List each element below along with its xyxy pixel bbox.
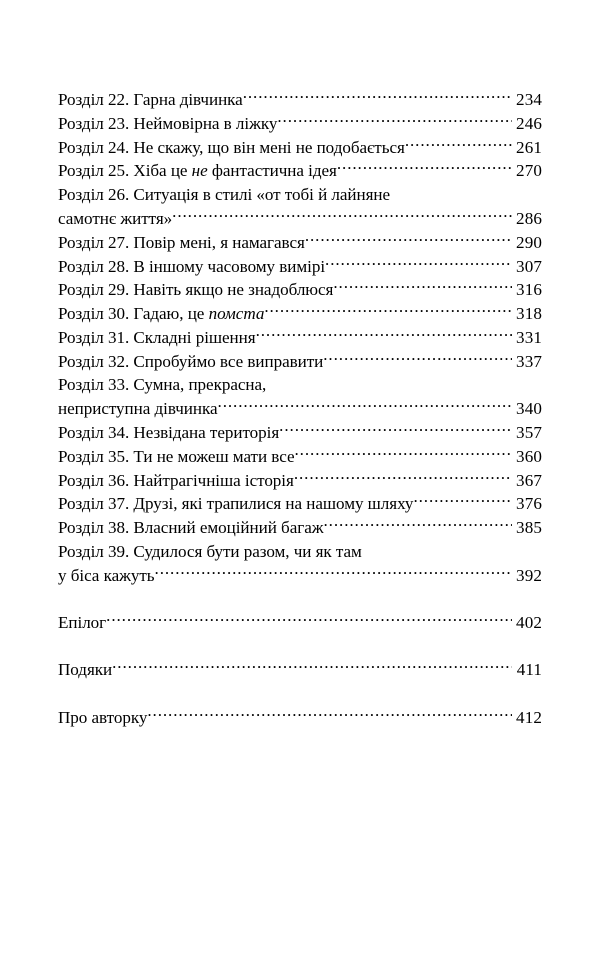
toc-entry-line[interactable] xyxy=(58,445,542,469)
toc-page-number[interactable]: 376 xyxy=(516,494,542,514)
toc-entry-title: Розділ 26. Ситуація в стилі «от тобі й лайняне xyxy=(58,185,391,205)
toc-page-number[interactable]: 411 xyxy=(516,660,542,680)
toc-entry-title: Розділ 36. Найтрагічніша історія xyxy=(58,470,294,490)
toc-entry-title: Розділ 22. Гарна дівчинка xyxy=(58,90,243,110)
toc-chapter-list xyxy=(58,88,542,587)
dot-leader xyxy=(264,302,512,319)
toc-page-number[interactable]: 234 xyxy=(516,90,542,110)
toc-entry-line[interactable] xyxy=(58,610,542,634)
dot-leader xyxy=(256,326,512,343)
toc-entry-title: Розділ 35. Ти не можеш мати все xyxy=(58,446,295,466)
toc-entry-line[interactable] xyxy=(58,397,542,421)
toc-chapter-entry[interactable] xyxy=(58,540,542,588)
toc-entry-line[interactable] xyxy=(58,207,542,231)
toc-page-number[interactable]: 270 xyxy=(516,161,542,181)
toc-page-number[interactable]: 290 xyxy=(516,232,542,252)
toc-page-number[interactable]: 340 xyxy=(516,399,542,419)
toc-entry-line[interactable] xyxy=(58,350,542,374)
toc-entry-title-emphasis: помста xyxy=(208,304,265,324)
toc-entry-title: Розділ 29. Навіть якщо не знадоблюся xyxy=(58,280,334,300)
toc-page-number[interactable]: 286 xyxy=(516,208,542,228)
dot-leader xyxy=(277,112,512,129)
dot-leader xyxy=(218,397,512,414)
toc-entry-title: Розділ 24. Не скажу, що він мені не подобається xyxy=(58,137,405,157)
dot-leader xyxy=(323,350,512,367)
dot-leader xyxy=(405,136,512,153)
toc-chapter-entry[interactable] xyxy=(58,278,542,302)
toc-entry-line[interactable] xyxy=(58,326,542,350)
dot-leader xyxy=(155,564,512,581)
toc-page-number[interactable]: 261 xyxy=(516,137,542,157)
toc-chapter-entry[interactable] xyxy=(58,373,542,421)
toc-entry-line[interactable] xyxy=(58,516,542,540)
toc-entry-title: Про авторку xyxy=(58,708,148,728)
toc-page-number[interactable]: 307 xyxy=(516,256,542,276)
toc-backmatter-list xyxy=(58,610,542,729)
toc-backmatter-entry[interactable] xyxy=(58,610,542,634)
toc-page-number[interactable]: 402 xyxy=(516,612,542,632)
toc-page-number[interactable]: 385 xyxy=(516,518,542,538)
toc-entry-title: Розділ 23. Неймовірна в ліжку xyxy=(58,113,278,133)
toc-entry-line[interactable] xyxy=(58,159,542,183)
toc-chapter-entry[interactable] xyxy=(58,136,542,160)
dot-leader xyxy=(112,658,512,675)
toc-entry-title: у біса кажуть xyxy=(58,565,155,585)
toc-page-number[interactable]: 392 xyxy=(516,565,542,585)
toc-entry-line[interactable] xyxy=(58,492,542,516)
toc-chapter-entry[interactable] xyxy=(58,302,542,326)
toc-chapter-entry[interactable] xyxy=(58,254,542,278)
toc-chapter-entry[interactable] xyxy=(58,326,542,350)
toc-page-number[interactable]: 316 xyxy=(516,280,542,300)
toc-chapter-entry[interactable] xyxy=(58,492,542,516)
toc-entry-line[interactable] xyxy=(58,136,542,160)
toc-chapter-entry[interactable] xyxy=(58,469,542,493)
dot-leader xyxy=(279,421,512,438)
toc-entry-line[interactable] xyxy=(58,373,542,397)
toc-entry-title: Розділ 28. В іншому часовому вимірі xyxy=(58,256,326,276)
dot-leader xyxy=(243,88,512,105)
toc-chapter-entry[interactable] xyxy=(58,350,542,374)
toc-entry-title: Розділ 31. Складні рішення xyxy=(58,327,256,347)
toc-page-number[interactable]: 412 xyxy=(516,708,542,728)
dot-leader xyxy=(325,254,512,271)
toc-entry-title: Розділ 27. Повір мені, я намагався xyxy=(58,232,305,252)
toc-chapter-entry[interactable] xyxy=(58,516,542,540)
toc-entry-line[interactable] xyxy=(58,658,542,682)
toc-entry-line[interactable] xyxy=(58,540,542,564)
toc-page-number[interactable]: 331 xyxy=(516,327,542,347)
toc-page-number[interactable]: 246 xyxy=(516,113,542,133)
toc-entry-line[interactable] xyxy=(58,88,542,112)
toc-page-number[interactable]: 337 xyxy=(516,351,542,371)
toc-entry-title-emphasis: не xyxy=(191,161,208,181)
toc-entry-line[interactable] xyxy=(58,112,542,136)
toc-chapter-entry[interactable] xyxy=(58,445,542,469)
toc-entry-title: Розділ 33. Сумна, прекрасна, xyxy=(58,375,267,395)
toc-chapter-entry[interactable] xyxy=(58,88,542,112)
toc-entry-title: Подяки xyxy=(58,660,113,680)
toc-entry-title: Розділ 34. Незвідана територія xyxy=(58,423,280,443)
toc-backmatter-entry[interactable] xyxy=(58,706,542,730)
toc-entry-title: Розділ 38. Власний емоційний багаж xyxy=(58,518,324,538)
toc-chapter-entry[interactable] xyxy=(58,421,542,445)
toc-chapter-entry[interactable] xyxy=(58,231,542,255)
toc-chapter-entry[interactable] xyxy=(58,159,542,183)
toc-entry-title: Розділ 25. Хіба це не фантастична ідея xyxy=(58,161,337,181)
toc-chapter-entry[interactable] xyxy=(58,112,542,136)
toc-entry-line[interactable] xyxy=(58,231,542,255)
toc-entry-title: неприступна дівчинка xyxy=(58,399,218,419)
dot-leader xyxy=(305,231,512,248)
toc-backmatter-entry[interactable] xyxy=(58,658,542,682)
toc-entry-line[interactable] xyxy=(58,278,542,302)
toc-entry-line[interactable] xyxy=(58,421,542,445)
toc-entry-title: Епілог xyxy=(58,612,107,632)
dot-leader xyxy=(333,278,512,295)
dot-leader xyxy=(106,610,512,627)
dot-leader xyxy=(147,706,512,723)
toc-page-number[interactable]: 357 xyxy=(516,423,542,443)
dot-leader xyxy=(295,445,513,462)
toc-entry-line[interactable] xyxy=(58,183,542,207)
toc-page-number[interactable]: 360 xyxy=(516,446,542,466)
toc-entry-line[interactable] xyxy=(58,469,542,493)
toc-entry-line[interactable] xyxy=(58,254,542,278)
toc-entry-title: Розділ 32. Спробуймо все виправити xyxy=(58,351,324,371)
dot-leader xyxy=(324,516,513,533)
toc-entry-title: Розділ 30. Гадаю, це помста xyxy=(58,304,265,324)
table-of-contents xyxy=(58,88,542,730)
dot-leader xyxy=(172,207,512,224)
dot-leader xyxy=(337,159,512,176)
dot-leader xyxy=(413,492,512,509)
toc-entry-title: Розділ 39. Судилося бути разом, чи як там xyxy=(58,541,362,561)
toc-page-number[interactable]: 318 xyxy=(516,304,542,324)
toc-page-number[interactable]: 367 xyxy=(516,470,542,490)
toc-entry-line[interactable] xyxy=(58,302,542,326)
toc-entry-line[interactable] xyxy=(58,564,542,588)
toc-entry-title: самотнє життя» xyxy=(58,208,173,228)
toc-entry-title: Розділ 37. Друзі, які трапилися на нашому шляху xyxy=(58,494,414,514)
toc-entry-line[interactable] xyxy=(58,706,542,730)
toc-chapter-entry[interactable] xyxy=(58,183,542,231)
dot-leader xyxy=(294,469,512,486)
